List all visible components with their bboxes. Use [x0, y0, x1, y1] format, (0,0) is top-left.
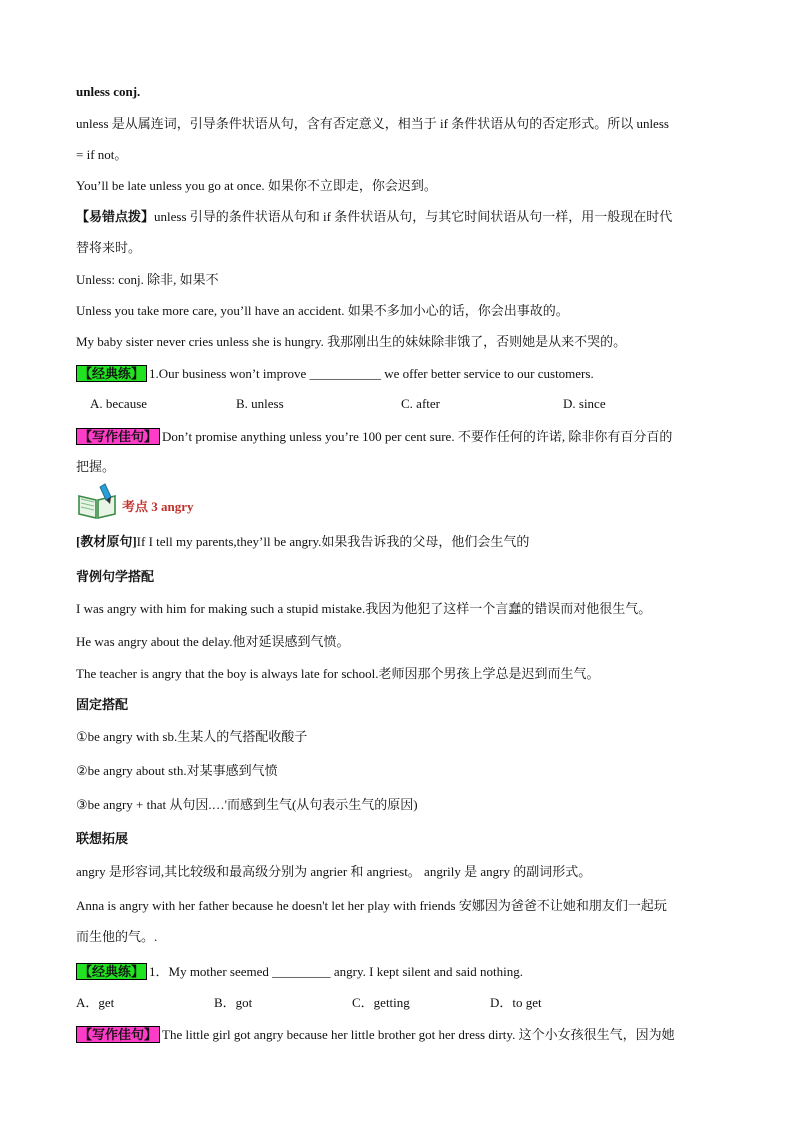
textbook-tag: [教材原句] — [76, 534, 137, 549]
practice-question-2: 1．My mother seemed _________ angry. I kept silent and said nothing. — [149, 964, 523, 979]
extend-heading: 联想拓展 — [76, 831, 129, 846]
fixed-collocation-1: ①be angry with sb.生某人的气搭配收酸子 — [76, 729, 308, 744]
writing-2-line — [76, 1026, 726, 1043]
writing-2-text: The little girl got angry because her little brother got her dress dirty. 这个小女孩很生气，因为她 — [162, 1027, 675, 1042]
angry-example-2: He was angry about the delay.他对延误感到气愤。 — [76, 634, 350, 649]
kaodian-label: 考点 3 angry — [122, 499, 194, 514]
tip-line-1 — [76, 209, 726, 225]
practice-question: 1.Our business won’t improve ___________ we offer better service to our customers. — [149, 366, 594, 381]
practice-1-line — [76, 365, 726, 382]
option-c: C. after — [401, 396, 440, 411]
tip-text-2: 替将来时。 — [76, 240, 142, 255]
option-a-2: A．get — [76, 995, 115, 1010]
unless-example-2: Unless you take more care, you’ll have an accident. 如果不多加小心的话，你会出事故的。 — [76, 303, 569, 318]
writing-tag: 【写作佳句】 — [76, 428, 160, 445]
unless-heading: unless conj. — [76, 84, 141, 99]
option-d-2: D．to get — [490, 995, 542, 1010]
option-b-2: B．got — [214, 995, 253, 1010]
unless-explain-1: unless 是从属连词，引导条件状语从句，含有否定意义，相当于 if 条件状语从句的否定形式。所以 unless — [76, 116, 669, 131]
extend-text-3: 而生他的气。. — [76, 929, 158, 944]
unless-explain-2: = if not。 — [76, 147, 128, 162]
fixed-heading: 固定搭配 — [76, 697, 129, 712]
writing-1-line — [76, 428, 726, 445]
extend-text-1: angry 是形容词,其比较级和最高级分别为 angrier 和 angriest。 angrily 是 angry 的副词形式。 — [76, 864, 592, 879]
writing-text-1: Don’t promise anything unless you’re 100 per cent sure. 不要作任何的许诺, 除非你有百分百的 — [162, 429, 673, 444]
angry-example-3: The teacher is angry that the boy is always late for school.老师因那个男孩上学总是迟到而生气。 — [76, 666, 600, 681]
fixed-collocation-2: ②be angry about sth.对某事感到气愤 — [76, 763, 278, 778]
practice-tag-2: 【经典练】 — [76, 963, 147, 980]
tip-text-1: unless 引导的条件状语从句和 if 条件状语从句，与其它时间状语从句一样，用一般现在时代 — [154, 209, 673, 224]
textbook-line — [76, 534, 726, 550]
option-c-2: C．getting — [352, 995, 410, 1010]
textbook-sentence: If I tell my parents,they’ll be angry.如果我告诉我的父母，他们会生气的 — [136, 534, 530, 549]
angry-example-1: I was angry with him for making such a stupid mistake.我因为他犯了这样一个言蠢的错误而对他很生气。 — [76, 601, 652, 616]
collocation-heading: 背例句学搭配 — [76, 569, 155, 584]
book-pen-icon — [76, 482, 118, 520]
extend-text-2: Anna is angry with her father because he doesn't let her play with friends 安娜因为爸爸不让她和朋友们一起玩 — [76, 898, 667, 913]
option-d: D. since — [563, 396, 606, 411]
unless-example-3: My baby sister never cries unless she is hungry. 我那刚出生的妹妹除非饿了，否则她是从来不哭的。 — [76, 334, 627, 349]
option-a: A. because — [90, 396, 148, 411]
option-b: B. unless — [236, 396, 284, 411]
writing-text-2: 把握。 — [76, 459, 116, 474]
tip-tag: 【易错点拨】 — [76, 209, 155, 224]
fixed-collocation-3: ③be angry + that 从句因.…'而感到生气(从句表示生气的原因) — [76, 797, 418, 812]
practice-tag: 【经典练】 — [76, 365, 147, 382]
writing-tag-2: 【写作佳句】 — [76, 1026, 160, 1043]
unless-definition: Unless: conj. 除非, 如果不 — [76, 272, 219, 287]
unless-example-1: You’ll be late unless you go at once. 如果你不立即走，你会迟到。 — [76, 178, 437, 193]
practice-2-line — [76, 963, 726, 980]
